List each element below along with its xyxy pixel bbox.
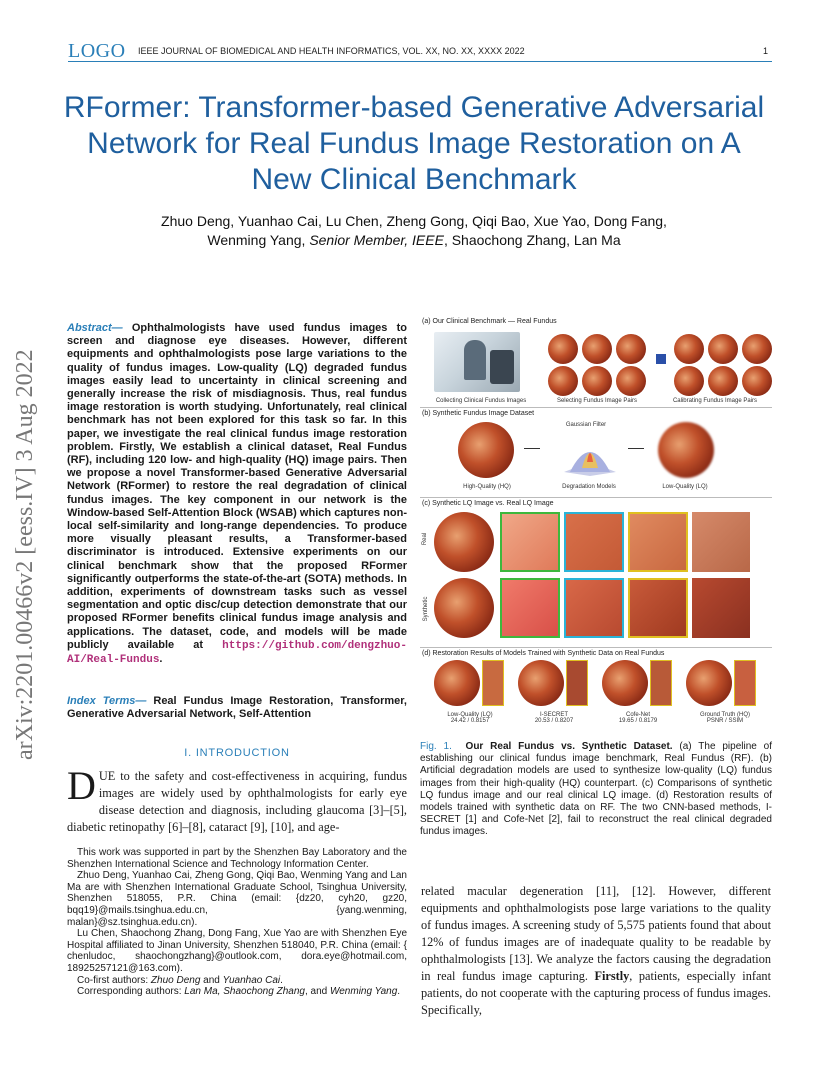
crop-syn-3 — [628, 578, 688, 638]
crop-syn-4 — [692, 578, 750, 638]
journal-logo: LOGO — [68, 40, 126, 62]
fundus-lq — [658, 422, 714, 478]
result-lq-score: 24.42 / 0.8157 — [450, 718, 490, 724]
figure-caption-bold: Our Real Fundus vs. Synthetic Dataset. — [465, 741, 673, 752]
footnote-corresponding — [67, 986, 407, 998]
running-header — [68, 42, 772, 62]
fundus-synthetic — [434, 578, 494, 638]
footnote-cofirst — [67, 975, 407, 987]
row-label-real: Real — [422, 532, 428, 546]
result-gt-name: Ground Truth (HQ) — [699, 712, 750, 718]
body-text-2: , patients, especially infant patients, do not cooperate with the capturing process of fundus images. Specifically, — [421, 969, 771, 1017]
crop-real-2 — [564, 512, 624, 572]
fundus-a6 — [616, 366, 646, 396]
fundus-d-cofenet — [602, 660, 648, 706]
body-paragraph — [421, 883, 771, 1019]
panel-c-title: (c) Synthetic LQ Image vs. Real LQ Image — [422, 500, 554, 507]
author-names-b: , Shaochong Zhang, Lan Ma — [443, 232, 621, 248]
fundus-a1 — [548, 334, 578, 364]
abstract-end: . — [159, 653, 163, 666]
panel-a-caption-3: Calibrating Fundus Image Pairs — [672, 398, 758, 404]
footnotes — [67, 847, 407, 998]
panel-d-title: (d) Restoration Results of Models Trained with Synthetic Data on Real Fundus — [422, 650, 665, 657]
footnote-funding: This work was supported in part by the Shenzhen Bay Laboratory and the Shenzhen International Science and Technology Information Center. — [67, 847, 407, 870]
figure-label: Fig. 1. — [420, 741, 452, 752]
cofirst-name-2: Yuanhao Cai — [222, 974, 281, 986]
result-lq — [428, 712, 512, 724]
fundus-d-lq — [434, 660, 480, 706]
figure-panel-a — [420, 316, 772, 406]
fundus-a9 — [742, 334, 772, 364]
crop-real-3 — [628, 512, 688, 572]
fundus-a10 — [674, 366, 704, 396]
fundus-a3 — [616, 334, 646, 364]
drop-cap: D — [67, 763, 96, 808]
fundus-a12 — [742, 366, 772, 396]
gaussian-filter-label: Gaussian Filter — [565, 422, 607, 428]
cofirst-end: . — [280, 974, 283, 986]
fundus-a5 — [582, 366, 612, 396]
fundus-d-isecret — [518, 660, 564, 706]
fundus-hq — [458, 422, 514, 478]
figure-panel-d — [420, 648, 772, 734]
result-gt — [680, 712, 770, 724]
figure-panel-b — [420, 408, 772, 496]
result-cofenet-name: Cofe-Net — [625, 712, 650, 718]
result-gt-score: PSNR / SSIM — [706, 718, 744, 724]
corresponding-label: Corresponding authors: — [77, 986, 185, 998]
result-cofenet — [596, 712, 680, 724]
panel-b-caption-3: Low-Quality (LQ) — [662, 484, 708, 490]
footnote-affiliation-1: Zhuo Deng, Yuanhao Cai, Zheng Gong, Qiqi Bao, Wenming Yang and Lan Ma are with Shenzhen International Graduate School, Tsinghua University, Shenzhen 518055, P.R. China (email: {dz20, cyh20, gz20, bqq19}@mails.tsinghua.edu.cn, {yang.wenming, malan}@sz.tsinghua.edu.cn). — [67, 870, 407, 928]
fundus-a8 — [708, 334, 738, 364]
corresponding-end: . — [397, 986, 401, 998]
fundus-d-isecret-crop — [566, 660, 588, 706]
author-names-a: Wenming Yang, — [207, 232, 310, 248]
result-lq-name: Low-Quality (LQ) — [447, 712, 493, 718]
panel-a-caption-1: Collecting Clinical Fundus Images — [435, 398, 527, 404]
abstract-text: Ophthalmologists have used fundus images to screen and diagnose eye diseases. However, different equipments and ophthalmologists pose large variations to the quality of fundus images. Low-quality (LQ) degraded fundus images easily lead to uncertainty in clinical screening and generally increase the risk of misdiagnosis. Thus, real fundus image restoration is worth studying. Unfortunately, real clinical benchmark has not been explored for this task so far. In this paper, we investigate the real clinical fundus image restoration problem. Firstly, We establish a clinical dataset, Real Fundus (RF), including 120 low- and high-quality (HQ) image pairs. Then we propose a novel Transformer-based Generative Adversarial Network (RFormer) to restore the real degradation of clinical fundus images. The key component in our network is the Window-based Self-Attention Block (WSAB) which captures non-local self-similarity and long-range dependencies. To produce more visually pleasant results, a Transformer-based discriminator is introduced. Extensive experiments on our clinical benchmark show that the proposed RFormer significantly outperforms the state-of-the-art (SOTA) methods. In addition, experiments of downstream tasks such as vessel segmentation and optic disc/cup detection demonstrate that our proposed RFormer benefits clinical fundus image analysis and applications. The dataset, code, and models will be made publicly available at — [67, 322, 407, 651]
abstract-url-link[interactable]: https://github.com/dengzhuo-AI/Real-Fundus — [67, 639, 407, 667]
figure-panel-c — [420, 498, 772, 646]
result-isecret-score: 20.53 / 0.8207 — [534, 718, 574, 724]
paper-title: RFormer: Transformer-based Generative Adversarial Network for Real Fundus Image Restoration on A New Clinical Benchmark — [63, 91, 765, 196]
crop-real-4 — [692, 512, 750, 572]
section-heading: I. INTRODUCTION — [184, 747, 290, 759]
arrow-icon — [656, 354, 666, 364]
crop-real-1 — [500, 512, 560, 572]
corresponding-names-2: Wenming Yang — [329, 986, 398, 998]
panel-b-caption-1: High-Quality (HQ) — [463, 484, 511, 490]
row-label-synthetic: Synthetic — [423, 596, 429, 622]
crop-syn-2 — [564, 578, 624, 638]
corresponding-names-1: Lan Ma, Shaochong Zhang — [184, 986, 305, 998]
fundus-real — [434, 512, 494, 572]
result-isecret — [512, 712, 596, 724]
page-number: 1 — [762, 46, 768, 56]
panel-b-title: (b) Synthetic Fundus Image Dataset — [422, 410, 535, 417]
abstract — [67, 322, 407, 667]
corresponding-and: , and — [304, 986, 330, 998]
fundus-a2 — [582, 334, 612, 364]
fundus-a11 — [708, 366, 738, 396]
arrow-right-icon-2 — [628, 448, 644, 449]
figure-1 — [420, 316, 772, 736]
gaussian-surface — [560, 432, 620, 478]
figure-caption — [420, 741, 772, 839]
index-terms-label: Index Terms— — [67, 695, 147, 707]
cofirst-and: and — [200, 974, 223, 986]
footnote-affiliation-2: Lu Chen, Shaochong Zhang, Dong Fang, Xue Yao are with Shenzhen Eye Hospital affiliated to Jinan University, Shenzhen 518040, P.R. China (email: { chenludoc, shaochongzhang}@outlook.com, dora.eye@hotmail.com, 18925257121@163.com). — [67, 928, 407, 974]
cofirst-label: Co-first authors: — [77, 974, 151, 986]
crop-syn-1 — [500, 578, 560, 638]
fundus-d-gt — [686, 660, 732, 706]
intro-paragraph — [67, 763, 407, 836]
result-isecret-name: I-SECRET — [539, 712, 568, 718]
panel-b-caption-2: Degradation Models — [562, 484, 616, 490]
fundus-d-cofenet-crop — [650, 660, 672, 706]
index-terms — [67, 695, 407, 721]
panel-a-title: (a) Our Clinical Benchmark — Real Fundus — [422, 318, 557, 325]
arrow-right-icon — [524, 448, 540, 449]
author-line-2 — [60, 231, 768, 250]
author-line-1: Zhuo Deng, Yuanhao Cai, Lu Chen, Zheng Gong, Qiqi Bao, Xue Yao, Dong Fang, — [161, 213, 667, 229]
fundus-d-lq-crop — [482, 660, 504, 706]
intro-text: UE to the safety and cost-effectiveness in acquiring, fundus images are widely used by ophthalmologists for early eye disease detection and diagnosis, including glaucoma [3]–[5], diabetic retinopathy [6]–[8], cataract [9], [10], and age- — [67, 769, 407, 834]
fundus-a7 — [674, 334, 704, 364]
fundus-d-gt-crop — [734, 660, 756, 706]
abstract-label: Abstract— — [67, 322, 123, 334]
figure-caption-text: (a) The pipeline of establishing our clinical fundus image benchmark, Real Fundus (RF). (b) Artificial degradation models are used to synthesize low-quality (LQ) fundus images from their high-quality (HQ) counterpart. (c) Comparisons of synthetic LQ fundus image and our real clinical LQ image. (d) Restoration results of models trained with synthetic data on RF. The two CNN-based methods, I-SECRET [1] and Cofe-Net [2], fail to reconstruct the real clinical degraded fundus images. — [420, 741, 773, 838]
journal-name: IEEE JOURNAL OF BIOMEDICAL AND HEALTH INFORMATICS, VOL. XX, NO. XX, XXXX 2022 — [138, 46, 525, 56]
fundus-a4 — [548, 366, 578, 396]
body-text-1: related macular degeneration [11], [12]. However, different equipments and ophthalmologists pose large variations to the quality of fundus images. A screening study of 5,575 patients found that about 12% of fundus images are of inadequate quality to be readable by ophthalmologists [13]. We analyze the factors causing the degradation in real fundus image capturing. — [421, 884, 771, 983]
panel-a-caption-2: Selecting Fundus Image Pairs — [556, 398, 638, 404]
clinic-photo — [434, 332, 520, 392]
body-bold: Firstly — [594, 969, 630, 983]
cofirst-name-1: Zhuo Deng — [150, 974, 201, 986]
author-list — [60, 212, 768, 250]
index-terms-text: Real Fundus Image Restoration, Transformer, Generative Adversarial Network, Self-Attention — [67, 695, 407, 721]
result-cofenet-score: 19.65 / 0.8179 — [618, 718, 658, 724]
author-role: Senior Member, IEEE — [309, 232, 444, 248]
arxiv-stamp: arXiv:2201.00466v2 [eess.IV] 3 Aug 2022 — [12, 349, 38, 760]
